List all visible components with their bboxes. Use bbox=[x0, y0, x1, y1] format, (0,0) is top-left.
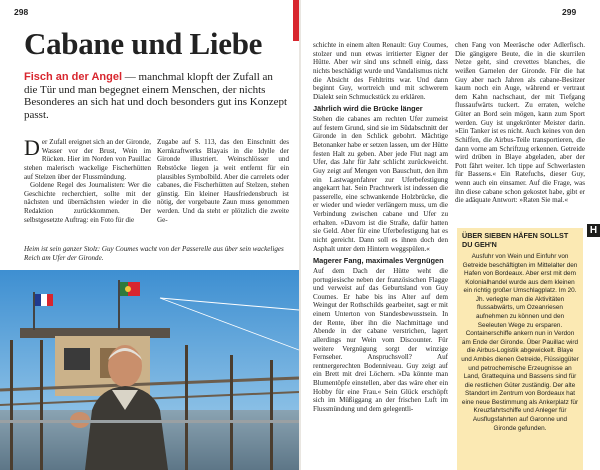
subheading-fang: Magerer Fang, maximales Vergnügen bbox=[313, 256, 444, 266]
right-column-1 bbox=[313, 41, 448, 469]
article-title: Cabane und Liebe bbox=[24, 26, 263, 61]
chapter-marker bbox=[293, 0, 299, 41]
sidebar-title: ÜBER SIEBEN HÄFEN SOLLST DU GEH'N bbox=[462, 231, 569, 249]
lead-kicker: Fisch an der Angel bbox=[24, 71, 123, 83]
photo-illustration bbox=[0, 270, 299, 470]
col2-paragraph-1: Zugabe auf S. 113, das den Einschnitt des Kernkraftwerks Blayais in die Idylle der Gironde illustriert. Weinschlösser und Rebstöcke liegen ja weit entfernt für ein plausibles Symbolbild. Aber die carrelets oder cabanes, die Fischerhütten auf Stelzen, stehen günstig. Ein kleiner Hausfriedensbruch ist nötig, der vorgebaute Zaun muss genommen werden. Und da steht er plötzlich die zweite Ge- bbox=[157, 138, 289, 224]
page-number-right: 299 bbox=[562, 7, 577, 17]
right-column-2 bbox=[455, 41, 585, 217]
dropcap: D bbox=[24, 138, 40, 160]
photo-caption: Heim ist sein ganzer Stolz: Guy Coumes wacht von der Passerelle aus über sein wackeliges Reich am Ufer der Gironde. bbox=[24, 245, 284, 262]
page-number-left: 298 bbox=[14, 7, 29, 17]
left-column-1 bbox=[24, 138, 151, 240]
sidebar-icon-h: H bbox=[587, 224, 600, 237]
col1-paragraph-2: Goldene Regel des Journalisten: Wer die Geschichte recherchiert, sollte mit der nächsten und übernächsten wieder in die Redaktion zurückkommen. Der selbstgesetzte Auftrag: ein Foto für die bbox=[24, 181, 151, 224]
article-lead bbox=[24, 71, 289, 121]
left-column-2 bbox=[157, 138, 289, 240]
sidebar-box bbox=[457, 228, 583, 470]
rcol1-paragraph-1: schichte in einem alten Renault: Guy Coumes, stolzer und nun etwas irritierter Eigner der Hütte. Aber wir sind uns schnell einig, dass nichts beschädigt wurde und Vandalismus nicht die Absicht des Fehltritts war. Und dann beginnt Guy, wortreich und mit schwerem Dialekt sein Schmuckstück zu erklären. bbox=[313, 41, 448, 101]
rcol2-paragraph-1: chen Fang von Meeräsche oder Adlerfisch. Die gängigere Beute, die in die skurrilen Netze geht, sind crevettes blanches, die weißen Garnelen der Gironde. Für die hat Guy aber nach Jahren als cabane-Besitzer kaum noch ein Auge, während er vertraut dem Kahn nachschaut, der mit Tiefgang flussaufwärts tuckert. Zu erraten, welche Güter an Bord sein mögen, kann zum Sport werden. Guy ist ungekrönter Meister darin. »Ein Tanker ist es nicht. Auch keines von den Schiffen, die Airbus-Teile transportieren, die dann vorne am Schriftzug erkennen. Getreide wird drüben in Blaye abgeladen, aber der Pott fährt weiter. Ich tippe auf Schwerlasten für Bassens.« Ein Ratefuchs, dieser Guy, wenn auch ein einsamer. Auf die Frage, was ihn diese cabane schon gekostet habe, gibt er die adäquate Antwort: »Raten Sie mal.« bbox=[455, 41, 585, 205]
left-page bbox=[0, 0, 299, 470]
sidebar-body: Ausfuhr von Wein und Einfuhr von Getreide beschäftigten im Mittelalter den Hafen von Bordeaux. Aber erst mit dem Kolonialhandel wurde aus dem kleinen ein richtig großer Umschlagplatz. Im 20. Jh. verlegte man die Aktivitäten flussabwärts, um Ozeanriesen aufnehmen zu können und den Seeleuten Wege zu ersparen. Containerschiffe ankern nun in Verdon am Ende der Gironde. Über Pauillac wird die Airbus-Logistik abgewickelt. Blaye und Ambès dienen Getreide, Flüssiggüter und petrochemische Erzeugnisse an Land, Grattequina und Bassens sind für die restlichen Güter zuständig. Der alte Standort im Zentrum von Bordeaux hat eine neue Bestimmung als Ankerplatz für Kreuzfahrtschiffe und Anleger für Ausflugsfahrten auf Garonne und Gironde gefunden. bbox=[461, 253, 579, 432]
subheading-bruecke: Jährlich wird die Brücke länger bbox=[313, 104, 423, 114]
rcol1-paragraph-2: Stehen die cabanes am rechten Ufer zumeist auf festem Grund, sind sie im Südabschnitt der Gironde in den Schlick gebohrt. Mächtige Betonanker habe er setzen lassen, um der Hütte festen Halt zu geben. Aber jede Flut nagt am Ufer, das Jahr für Jahr schlicht zurückweicht. Guy zeigt auf Mengen von Bauschutt, den ihm ein Lastwagenfahrer zur Uferbefestigung angekarrt hat. Sein Prachtwerk ist indessen die passerelle, eine schwankende Holzbrücke, die er wieder und wieder verlängern muss, um die Verbindung zwischen cabane und Ufer zu erhalten. »Davorn ist die Straße, dafür hatten sie Geld. Aber für eine Uferbefestigung hat es nicht gereicht. Dann soll es ihnen doch den Asphalt unter dem Hintern weggspülen.« bbox=[313, 115, 448, 253]
col1-paragraph-1: er Zufall ereignet sich an der Gironde, Wasser vor der Brust, Wein im Rücken. Hier im Norden von Pauillac stehen malerisch wackelige Fischerhütten auf Stelzen über der Flussmündung. bbox=[24, 138, 151, 181]
lead-text: — manchmal klopft der Zufall an die Tür und man begegnet einem Menschen, der nichts Besonderes an sich hat und doch besonders gut ins Konzept passt. bbox=[24, 71, 288, 121]
photo-fisherman-cabane bbox=[0, 270, 299, 470]
rcol1-paragraph-3: Auf dem Dach der Hütte weht die portugiesische neben der französischen Flagge und verweist auf das Geburtsland von Guy Coumes. Er habe bis ins Alter auf dem Weingut der Rothschilds gearbeitet, sagt er mit einem Unterton von Standesbewusstsein. In der Rente, über ihn die Nachmittage und Abende in der cabane verstrichen, lagert allerdings nur Wein vom Discounter. Für weitere Vergnügung sorgt der winzige Fernseher. Anspruchsvoll? Auf rentnergerechten Bodenniveau. Guy zeigt auf ein Brett mit drei Löchern. »Da könnte man Blumentöpfe einstellen, aber das wäre eher ein Hobby für eine Frau.« Sein Glück erschöpft sich im Müßiggang an der frischen Luft im Flussmündung und dem gelegentli- bbox=[313, 266, 448, 413]
